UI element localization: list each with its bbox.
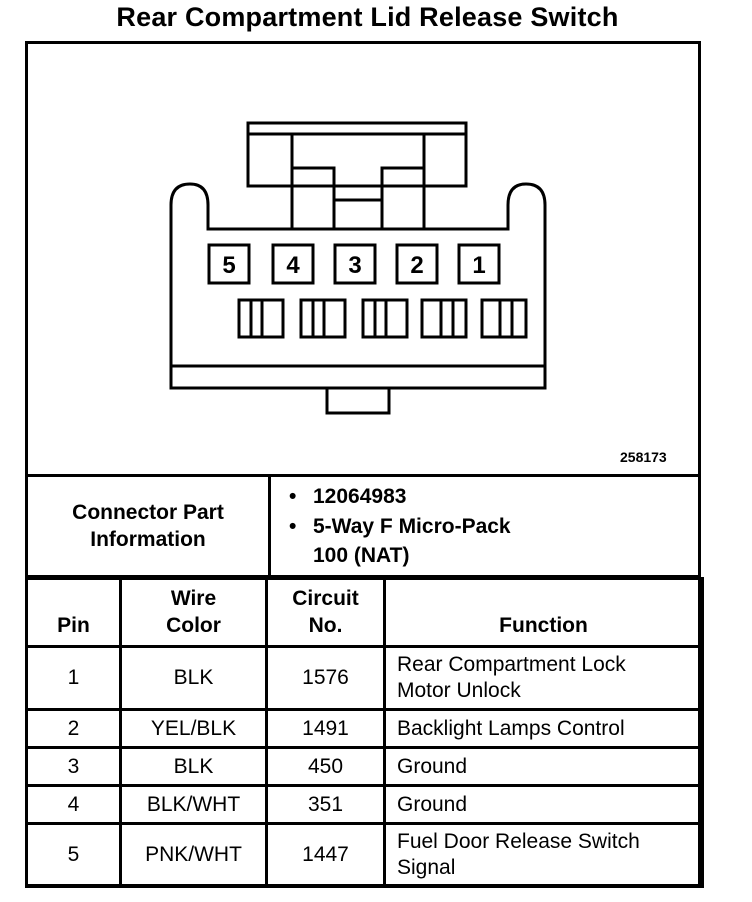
header-function: Function <box>385 579 703 647</box>
header-wire-color: Wire Color <box>121 579 267 647</box>
connector-latch-rib <box>292 168 334 229</box>
pin-number: 2 <box>27 710 121 748</box>
header-pin: Pin <box>27 579 121 647</box>
header-circuit-no: Circuit No. <box>267 579 385 647</box>
pin-number: 1 <box>27 647 121 710</box>
pin-label: 4 <box>286 252 300 279</box>
function-cell: Ground <box>385 786 703 824</box>
connector-info-label: Connector Part Information <box>27 476 270 577</box>
terminal-cavity <box>482 300 526 337</box>
pin-number: 4 <box>27 786 121 824</box>
terminal-cavity <box>363 300 407 337</box>
pin-label: 2 <box>410 252 424 279</box>
figure-id: 258173 <box>620 449 667 465</box>
circuit-number: 1491 <box>267 710 385 748</box>
wire-color: PNK/WHT <box>121 824 267 887</box>
circuit-number: 450 <box>267 748 385 786</box>
function-cell: Fuel Door Release Switch Signal <box>385 824 703 887</box>
table-row <box>27 647 703 710</box>
wire-color: BLK <box>121 647 267 710</box>
connector-latch-rib <box>382 168 424 229</box>
diagram-title: Rear Compartment Lid Release Switch <box>116 2 619 32</box>
pin-table-header <box>27 579 703 647</box>
function-cell: Ground <box>385 748 703 786</box>
connector-info-table <box>25 474 701 578</box>
function-cell: Backlight Lamps Control <box>385 710 703 748</box>
connector-latch-housing <box>248 123 466 186</box>
connector-type: • 5-Way F Micro-Pack 100 (NAT) <box>313 512 698 570</box>
connector-latch-key <box>334 200 382 229</box>
connector-info-values <box>270 476 700 577</box>
wire-color: BLK <box>121 748 267 786</box>
pin-number: 5 <box>27 824 121 887</box>
pin-number: 3 <box>27 748 121 786</box>
pin-label: 5 <box>222 252 236 279</box>
wire-color: BLK/WHT <box>121 786 267 824</box>
table-row <box>27 824 703 887</box>
pin-table <box>25 577 704 888</box>
terminal-cavity <box>239 300 283 337</box>
circuit-number: 1576 <box>267 647 385 710</box>
table-row <box>27 710 703 748</box>
table-row <box>27 748 703 786</box>
connector-bottom-tab <box>327 388 389 413</box>
table-row <box>27 786 703 824</box>
wire-color: YEL/BLK <box>121 710 267 748</box>
connector-part-number: • 12064983 <box>313 482 698 512</box>
connector-body <box>171 184 545 388</box>
circuit-number: 1447 <box>267 824 385 887</box>
terminal-cavity <box>301 300 345 337</box>
function-cell: Rear Compartment Lock Motor Unlock <box>385 647 703 710</box>
pin-label: 3 <box>348 252 362 279</box>
terminal-cavity <box>422 300 466 337</box>
circuit-number: 351 <box>267 786 385 824</box>
pin-label: 1 <box>472 252 486 279</box>
